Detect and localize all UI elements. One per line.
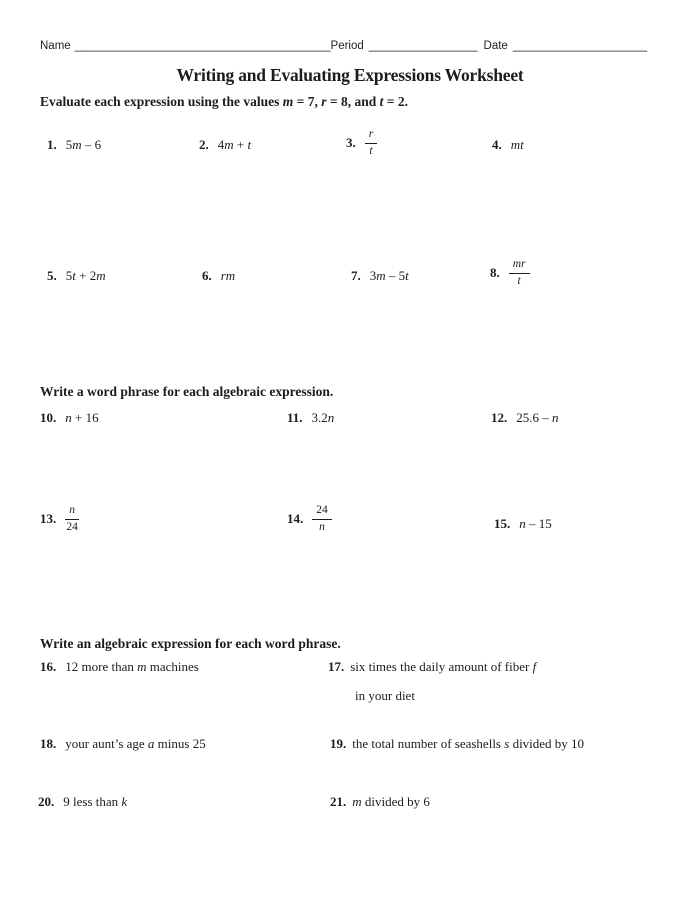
fraction-denominator: t	[369, 144, 373, 157]
fraction	[312, 504, 332, 535]
date-label: Date	[483, 40, 508, 52]
page-title: Writing and Evaluating Expressions Worksheet	[176, 65, 524, 85]
problem-expression: 4m + t	[217, 137, 252, 152]
problem-number: 10.	[40, 410, 57, 425]
fraction	[365, 128, 377, 159]
problem-number: 5.	[47, 268, 57, 283]
problem-10	[40, 410, 99, 426]
problem-16	[40, 659, 199, 675]
problem-14	[287, 504, 332, 535]
problem-number: 3.	[346, 135, 356, 151]
problem-expression: 5t + 2m	[65, 268, 106, 283]
problem-11	[287, 410, 334, 426]
problem-number: 12.	[491, 410, 508, 425]
fraction-numerator: 24	[312, 504, 332, 520]
problem-number: 8.	[490, 265, 500, 281]
problem-number: 1.	[47, 137, 57, 152]
section3-heading: Write an algebraic expression for each word phrase.	[40, 636, 341, 651]
problem-expression: 3m – 5t	[369, 268, 409, 283]
problem-number: 20.	[38, 794, 55, 809]
problem-number: 18.	[40, 736, 57, 751]
problem-20	[38, 794, 127, 810]
problem-number: 2.	[199, 137, 209, 152]
section2-heading: Write a word phrase for each algebraic expression.	[40, 384, 334, 399]
problem-8	[490, 258, 530, 289]
problem-19	[330, 736, 584, 752]
problem-7	[351, 268, 409, 284]
problem-5	[47, 268, 106, 284]
problem-15	[494, 516, 552, 532]
problem-number: 14.	[287, 511, 304, 527]
problem-expression: 12 more than m machines	[65, 659, 199, 674]
problem-expression: the total number of seashells s divided by 10	[352, 736, 585, 751]
problem-number: 4.	[492, 137, 502, 152]
period-blank-line: _________________	[368, 40, 478, 52]
problem-expression-line2: in your diet	[355, 688, 415, 703]
fraction-denominator: n	[319, 520, 325, 533]
problem-12	[491, 410, 559, 426]
fraction-denominator: t	[517, 274, 521, 287]
period-label: Period	[330, 40, 364, 52]
problem-expression: m divided by 6	[352, 794, 430, 809]
problem-expression: your aunt’s age a minus 25	[65, 736, 206, 751]
problem-4	[492, 137, 524, 153]
fraction-numerator: r	[365, 128, 377, 144]
problem-17	[328, 659, 536, 704]
problem-3	[346, 128, 377, 159]
problem-expression: mt	[510, 137, 524, 152]
name-blank-line: ________________________________________	[74, 40, 331, 52]
problem-number: 11.	[287, 410, 303, 425]
fraction-numerator: n	[65, 504, 79, 520]
problem-number: 7.	[351, 268, 361, 283]
problem-number: 6.	[202, 268, 212, 283]
problem-13	[40, 504, 79, 535]
problem-number: 16.	[40, 659, 57, 674]
header-fill-in-line	[40, 40, 660, 52]
problem-number: 13.	[40, 511, 57, 527]
problem-expression: 3.2n	[311, 410, 335, 425]
problem-number: 15.	[494, 516, 511, 531]
date-blank-line: _____________________	[512, 40, 648, 52]
problem-1	[47, 137, 101, 153]
problem-expression: n – 15	[519, 516, 552, 531]
problem-2	[199, 137, 251, 153]
fraction-denominator: 24	[66, 520, 78, 533]
problem-number: 21.	[330, 794, 347, 809]
problem-6	[202, 268, 235, 284]
problem-expression: n + 16	[65, 410, 99, 425]
problem-number: 17.	[328, 659, 345, 674]
fraction-numerator: mr	[509, 258, 530, 274]
problem-number: 19.	[330, 736, 347, 751]
fraction	[65, 504, 79, 535]
problem-expression: 9 less than k	[63, 794, 128, 809]
problem-expression: six times the daily amount of fiber f	[350, 659, 537, 674]
section1-instruction: Evaluate each expression using the values m = 7, r = 8, and t = 2.	[40, 94, 408, 109]
problem-expression: 5m – 6	[65, 137, 102, 152]
problem-expression: 25.6 – n	[516, 410, 559, 425]
fraction	[509, 258, 530, 289]
problem-expression: rm	[220, 268, 236, 283]
problem-21	[330, 794, 430, 810]
problem-18	[40, 736, 206, 752]
name-label: Name	[40, 40, 71, 52]
